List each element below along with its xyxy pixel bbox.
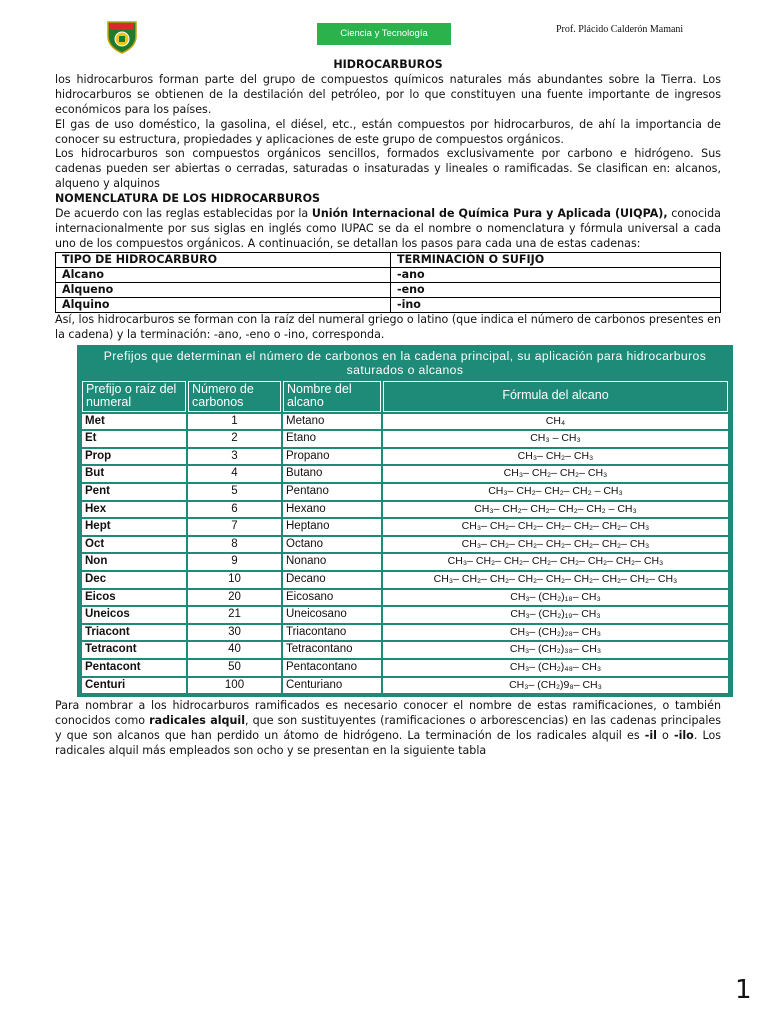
prefix-cell: Pentacont bbox=[82, 660, 186, 676]
formula-cell: CH₃– CH₂– CH₂– CH₂– CH₂– CH₂– CH₃ bbox=[383, 537, 728, 553]
document-title: HIDROCARBUROS bbox=[333, 58, 443, 71]
carbon-count-cell: 50 bbox=[188, 660, 281, 676]
formula-cell: CH₃– (CH₂)₁₉– CH₃ bbox=[383, 607, 728, 623]
carbon-count-cell: 10 bbox=[188, 572, 281, 588]
carbon-count-cell: 30 bbox=[188, 625, 281, 641]
table-header-cell: TERMINACIÓN O SUFIJO bbox=[391, 252, 721, 267]
table-row bbox=[82, 642, 728, 658]
alkane-name-cell: Eicosano bbox=[283, 590, 381, 606]
table-row bbox=[82, 431, 728, 447]
alkane-name-cell: Heptano bbox=[283, 519, 381, 535]
text-run-bold: Unión Internacional de Química Pura y Aplicada (UIQPA), bbox=[311, 207, 668, 221]
carbon-count-cell: 3 bbox=[188, 449, 281, 465]
alkane-name-cell: Hexano bbox=[283, 502, 381, 518]
text-run-bold: -ilo bbox=[673, 728, 694, 742]
carbon-count-cell: 40 bbox=[188, 642, 281, 658]
alkane-name-cell: Triacontano bbox=[283, 625, 381, 641]
text-run-bold: -il bbox=[644, 728, 657, 742]
prefix-cell: Prop bbox=[82, 449, 186, 465]
carbon-count-cell: 20 bbox=[188, 590, 281, 606]
table-row bbox=[82, 414, 728, 430]
table-cell: Alqueno bbox=[56, 282, 391, 297]
formula-cell: CH₃– (CH₂)₂₈– CH₃ bbox=[383, 625, 728, 641]
table-row bbox=[82, 607, 728, 623]
formula-cell: CH₃– (CH₂)₁₈– CH₃ bbox=[383, 590, 728, 606]
alkane-name-cell: Decano bbox=[283, 572, 381, 588]
alkane-name-cell: Butano bbox=[283, 466, 381, 482]
hydrocarbon-types-table bbox=[55, 252, 721, 313]
table-row bbox=[82, 466, 728, 482]
formula-cell: CH₃– CH₂– CH₂– CH₃ bbox=[383, 466, 728, 482]
formula-cell: CH₃– CH₂– CH₂– CH₂– CH₂ – CH₃ bbox=[383, 502, 728, 518]
table-header-cell: TIPO DE HIDROCARBURO bbox=[56, 252, 391, 267]
table-row bbox=[82, 590, 728, 606]
carbon-count-cell: 6 bbox=[188, 502, 281, 518]
prefix-cell: Oct bbox=[82, 537, 186, 553]
table-row bbox=[82, 554, 728, 570]
paragraph: los hidrocarburos forman parte del grupo de compuestos químicos naturales más abundantes sobre la Tierra. Los hidrocarburos se obtienen de la destilación del petróleo, por lo que constituyen una fuente importante de ingresos económicos para los países. bbox=[55, 72, 721, 116]
alkane-name-cell: Tetracontano bbox=[283, 642, 381, 658]
table-row bbox=[82, 519, 728, 535]
page-number: 1 bbox=[735, 975, 752, 1005]
table-row bbox=[82, 660, 728, 676]
table-row bbox=[82, 572, 728, 588]
table-row bbox=[82, 678, 728, 694]
alkane-name-cell: Nonano bbox=[283, 554, 381, 570]
prefix-cell: Et bbox=[82, 431, 186, 447]
prefix-table-figure bbox=[77, 345, 733, 698]
formula-cell: CH₃– CH₂– CH₂– CH₂– CH₂– CH₂– CH₂– CH₂– CH₃ bbox=[383, 572, 728, 588]
paragraph: Los hidrocarburos son compuestos orgánicos sencillos, formados exclusivamente por carbono e hidrógeno. Sus cadenas pueden ser abiertas o cerradas, saturadas o insaturadas y lineales o ramificadas. Se clasifican en: alcanos, alqueno y alquinos bbox=[55, 147, 721, 191]
alkane-name-cell: Pentacontano bbox=[283, 660, 381, 676]
section-heading: NOMENCLATURA DE LOS HIDROCARBUROS bbox=[55, 192, 321, 206]
prefix-table-title: Prefijos que determinan el número de carbonos en la cadena principal, su aplicación para hidrocarburos saturados o alcanos bbox=[103, 348, 707, 377]
carbon-count-cell: 4 bbox=[188, 466, 281, 482]
prefix-cell: But bbox=[82, 466, 186, 482]
table-cell: Alquino bbox=[56, 297, 391, 312]
paragraph bbox=[55, 207, 721, 252]
prefix-table bbox=[80, 379, 730, 696]
prefix-cell: Tetracont bbox=[82, 642, 186, 658]
text-run: conocida internacionalmente por sus siglas en inglés como IUPAC se da el nombre o nomenclatura y fórmula universal a cada uno de los compuestos orgánicos. A continuación, se detallan los pasos para cada una de estas cadenas: bbox=[55, 207, 721, 250]
formula-cell: CH₃– CH₂– CH₃ bbox=[383, 449, 728, 465]
table-header-row bbox=[56, 252, 721, 267]
table-row bbox=[82, 502, 728, 518]
formula-cell: CH₃ – CH₃ bbox=[383, 431, 728, 447]
table-header-row bbox=[82, 381, 728, 412]
carbon-count-cell: 8 bbox=[188, 537, 281, 553]
alkane-name-cell: Octano bbox=[283, 537, 381, 553]
table-cell: -eno bbox=[391, 282, 721, 297]
prefix-table-body bbox=[82, 414, 728, 694]
table-row bbox=[56, 282, 721, 297]
text-run: o bbox=[656, 728, 674, 742]
formula-cell: CH₄ bbox=[383, 414, 728, 430]
author-name: Prof. Plácido Calderón Mamani bbox=[556, 24, 684, 35]
prefix-cell: Non bbox=[82, 554, 186, 570]
table-header-cell: Fórmula del alcano bbox=[383, 381, 728, 412]
text-run-bold: radicales alquil bbox=[149, 714, 246, 727]
carbon-count-cell: 9 bbox=[188, 554, 281, 570]
prefix-cell: Met bbox=[82, 414, 186, 430]
table-header-cell: Número de carbonos bbox=[188, 381, 281, 412]
text-run: Para nombrar a los hidrocarburos ramificados es necesario conocer el nombre de estas ramificaciones, o también conocidos como bbox=[55, 699, 721, 727]
carbon-count-cell: 5 bbox=[188, 484, 281, 500]
paragraph: El gas de uso doméstico, la gasolina, el diésel, etc., están compuestos por hidrocarburos, de ahí la importancia de conocer su estructura, propiedades y aplicaciones de este grupo de compuestos orgánicos. bbox=[55, 117, 721, 146]
table-row bbox=[82, 484, 728, 500]
table-header-cell: Nombre del alcano bbox=[283, 381, 381, 412]
formula-cell: CH₃– (CH₂)₄₈– CH₃ bbox=[383, 660, 728, 676]
formula-cell: CH₃– CH₂– CH₂– CH₂ – CH₃ bbox=[383, 484, 728, 500]
formula-cell: CH₃– (CH₂)9₈– CH₃ bbox=[383, 678, 728, 694]
carbon-count-cell: 100 bbox=[188, 678, 281, 694]
alkane-name-cell: Etano bbox=[283, 431, 381, 447]
prefix-cell: Eicos bbox=[82, 590, 186, 606]
table-row bbox=[56, 297, 721, 312]
prefix-cell: Hex bbox=[82, 502, 186, 518]
prefix-cell: Triacont bbox=[82, 625, 186, 641]
carbon-count-cell: 21 bbox=[188, 607, 281, 623]
paragraph bbox=[55, 699, 721, 759]
formula-cell: CH₃– (CH₂)₃₈– CH₃ bbox=[383, 642, 728, 658]
alkane-name-cell: Propano bbox=[283, 449, 381, 465]
prefix-cell: Hept bbox=[82, 519, 186, 535]
school-logo-icon bbox=[104, 18, 140, 54]
table-row bbox=[56, 267, 721, 282]
text-run: De acuerdo con las reglas establecidas por la bbox=[55, 207, 312, 221]
prefix-cell: Centuri bbox=[82, 678, 186, 694]
carbon-count-cell: 7 bbox=[188, 519, 281, 535]
carbon-count-cell: 1 bbox=[188, 414, 281, 430]
text-run: , que son sustituyentes (ramificaciones o arborescencias) en las cadenas principales y que son alcanos que han perdido un átomo de hidrógeno. La terminación de los radicales alquil es bbox=[55, 714, 722, 742]
table-row bbox=[82, 449, 728, 465]
table-cell: -ano bbox=[391, 267, 721, 282]
document-body bbox=[55, 58, 721, 759]
table-row bbox=[82, 537, 728, 553]
formula-cell: CH₃– CH₂– CH₂– CH₂– CH₂– CH₂– CH₂– CH₃ bbox=[383, 554, 728, 570]
paragraph: Así, los hidrocarburos se forman con la raíz del numeral griego o latino (que indica el número de carbonos presentes en la cadena) y la terminación: -ano, -eno o -ino, corresponda. bbox=[55, 312, 721, 341]
table-row bbox=[82, 625, 728, 641]
subject-badge: Ciencia y Tecnología bbox=[317, 23, 451, 45]
table-header-cell: Prefijo o raíz del numeral bbox=[82, 381, 186, 412]
page-header bbox=[0, 0, 768, 60]
alkane-name-cell: Metano bbox=[283, 414, 381, 430]
alkane-name-cell: Centuriano bbox=[283, 678, 381, 694]
alkane-name-cell: Pentano bbox=[283, 484, 381, 500]
formula-cell: CH₃– CH₂– CH₂– CH₂– CH₂– CH₂– CH₃ bbox=[383, 519, 728, 535]
prefix-cell: Dec bbox=[82, 572, 186, 588]
table-cell: Alcano bbox=[56, 267, 391, 282]
alkane-name-cell: Uneicosano bbox=[283, 607, 381, 623]
text-run: . Los radicales alquil más empleados son ocho y se presentan en la siguiente tabla bbox=[55, 728, 722, 757]
carbon-count-cell: 2 bbox=[188, 431, 281, 447]
prefix-cell: Uneicos bbox=[82, 607, 186, 623]
prefix-cell: Pent bbox=[82, 484, 186, 500]
table-cell: -ino bbox=[391, 297, 721, 312]
